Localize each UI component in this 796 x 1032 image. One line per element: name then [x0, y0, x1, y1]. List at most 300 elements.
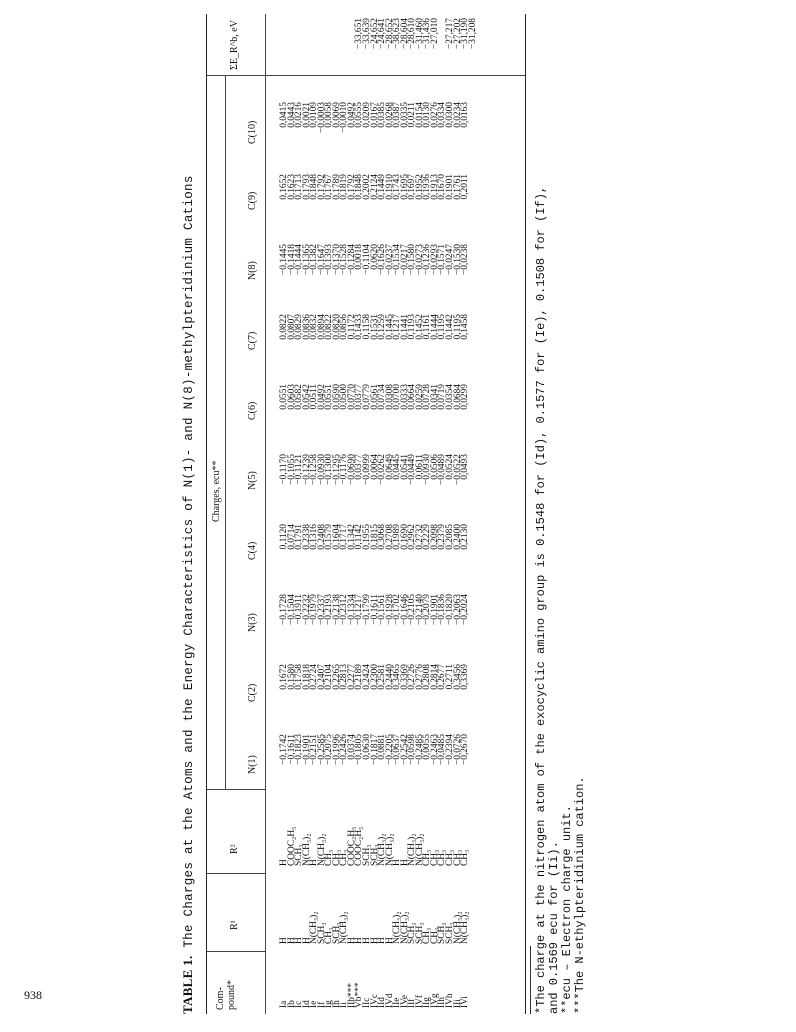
header-energy: ΣE_R^b, eV — [229, 20, 240, 70]
table-cell-n1: −0,1742 — [279, 734, 289, 766]
table-cell-n1: −0,0485 — [437, 734, 448, 766]
table-cell-r2: COOC₂H₅ — [346, 826, 357, 866]
table-cell-n8: −0,1236 — [422, 244, 433, 276]
table-cell-c9: 0,1670 — [437, 174, 448, 200]
table-cell-c10: 0,0130 — [422, 102, 433, 128]
table-cell-n1: −0,1901 — [301, 734, 312, 766]
table-cell-c9: 0,1848 — [309, 174, 320, 200]
table-cell-c9: 0,1901 — [445, 174, 456, 200]
footnote-ethyl: ***The N-ethylpteridinium cation. — [573, 776, 587, 1014]
table-cell-r1: H — [384, 937, 395, 944]
table-cell-c10: 0,0276 — [429, 102, 440, 128]
table-cell-r1: H — [294, 937, 305, 944]
table-cell-compound: If — [316, 1001, 327, 1008]
table-cell-e: −28,652 — [384, 18, 395, 50]
table-cell-n3: −0,1979 — [309, 594, 320, 626]
table-cell-n8: −0,0237 — [384, 244, 395, 276]
table-cell-r1: N(CH₃)₂ — [452, 911, 463, 944]
table-cell-n3: −0,1901 — [429, 594, 440, 626]
table-cell-e: −31,208 — [467, 18, 478, 50]
table-cell-e: −33,651 — [354, 18, 365, 50]
table-cell-r2: SCH₃ — [294, 844, 305, 866]
column-c6 — [281, 384, 477, 438]
table-cell-n3: −0,2312 — [339, 594, 350, 626]
table-cell-c6: 0,0719 — [437, 384, 448, 410]
table-cell-n1: −0,0726 — [452, 734, 463, 766]
table-cell-n8: −0,0238 — [460, 244, 471, 276]
table-cell-n3: −0,1504 — [286, 594, 297, 626]
table-cell-c7: 0,0807 — [286, 314, 297, 340]
table-cell-r2 — [470, 794, 478, 866]
table-cell-c10: 0,0167 — [369, 102, 380, 128]
table-cell-c6: 0,0684 — [452, 384, 463, 410]
table-cell-r1: CH₃ — [324, 927, 335, 944]
table-cell-compound: IVc — [369, 993, 380, 1008]
table-cell-c2: 0,2726 — [407, 664, 418, 690]
table-cell-c2: 0,2813 — [339, 664, 350, 690]
table-cell-compound: Ii — [339, 1002, 350, 1008]
table-cell-n3: −0,2079 — [422, 594, 433, 626]
header-c7: C(7) — [247, 331, 258, 350]
table-cell-c10: 0,0335 — [399, 102, 410, 128]
table-cell-r2: CH₃ — [452, 849, 463, 866]
table-cell-compound: IIf — [407, 998, 418, 1008]
column-c9 — [281, 174, 477, 228]
table-cell-compound: Ih — [331, 1000, 342, 1008]
table-cell-r1: SCH₃ — [445, 922, 456, 944]
table-cell-c6: 0,0728 — [422, 384, 433, 410]
header-charges: Charges, ecu** — [211, 460, 222, 522]
table-cell-n5: −0,1295 — [331, 454, 342, 486]
table-cell-c7: 0,1158 — [362, 314, 373, 340]
table-cell-r1: H — [369, 937, 380, 944]
table-cell-n3: −0,1334 — [346, 594, 357, 626]
table-cell-c9: 0,1792 — [316, 174, 327, 200]
table-cell-r1: H — [362, 937, 373, 944]
table-cell-r2: N(CH₃)₂ — [377, 833, 388, 866]
table-cell-n5: −0,0489 — [437, 454, 448, 486]
table-cell-c4: 0,2962 — [407, 524, 418, 550]
table-cell-r1 — [470, 878, 478, 944]
table-cell-n5: 0,0377 — [354, 454, 365, 480]
table-cell-n8: −0,1370 — [331, 244, 342, 276]
table-cell-c9: 0,1913 — [429, 174, 440, 200]
table-cell-r1: H — [346, 937, 357, 944]
header-n1: N(1) — [247, 755, 258, 774]
table-cell-c2: 0,2581 — [377, 664, 388, 690]
table-cell-c7: 0,0829 — [294, 314, 305, 340]
table-cell-n5: 0,0541 — [399, 454, 410, 480]
table-cell-n3: −0,2063 — [452, 594, 463, 626]
table-cell-c2: 0,2407 — [316, 664, 327, 690]
column-c4 — [281, 524, 477, 578]
table-cell-c6: 0,0542 — [301, 384, 312, 410]
table-cell-n1: −0,2151 — [309, 734, 320, 766]
column-r1 — [281, 878, 477, 944]
column-r2 — [281, 794, 477, 866]
table-cell-n1: −0,0598 — [407, 734, 418, 766]
table-cell-r2: H — [309, 859, 320, 866]
table-cell-n5: −0,0262 — [377, 454, 388, 486]
table-cell-c9: 0,1695 — [399, 174, 410, 200]
table-cell-c2: 0,3369 — [460, 664, 471, 690]
table-cell-e — [341, 18, 349, 74]
table-cell-e: −31,190 — [460, 18, 471, 50]
table-cell-c9: 0,1743 — [392, 174, 403, 200]
table-cell-n1: −0,2542 — [399, 734, 410, 766]
table-cell-c2: 0,2440 — [384, 664, 395, 690]
table-cell-c4: 0,3068 — [377, 524, 388, 550]
table-cell-c6: 0,0341 — [429, 384, 440, 410]
table-cell-r1: SCH₃ — [414, 922, 425, 944]
table-cell-n5: 0,0064 — [369, 454, 380, 480]
table-cell-r1: H — [279, 937, 289, 944]
table-cell-r2: SCH₃ — [369, 844, 380, 866]
table-cell-n1: 0,0881 — [377, 734, 388, 760]
table-cell-c2: 0,3465 — [392, 664, 403, 690]
table-cell-n3: −0,1702 — [392, 594, 403, 626]
table-cell-c7: 0,1445 — [384, 314, 395, 340]
table-cell-compound: Ib — [286, 1000, 297, 1008]
table-cell-e: −24,641 — [377, 18, 388, 50]
header-n8: N(8) — [247, 261, 258, 280]
table-cell-c6: 0,0664 — [407, 384, 418, 410]
table-cell-c7: 0,0822 — [279, 314, 289, 340]
table-cell-c2 — [470, 664, 478, 718]
table-cell-compound: IVf — [414, 994, 425, 1008]
table-cell-c10: 0,0211 — [407, 102, 418, 128]
table-cell-c9: 0,1789 — [331, 174, 342, 200]
table-cell-n3 — [470, 594, 478, 648]
table-cell-n8: 0,0620 — [369, 244, 380, 270]
table-cell-c7: 0,1195 — [452, 314, 463, 340]
table-cell-c6: 0,0308 — [384, 384, 395, 410]
table-cell-c4: 0,2098 — [429, 524, 440, 550]
header-compound: Com-pound* — [215, 980, 237, 1010]
table-cell-e — [326, 18, 334, 74]
column-n1 — [281, 734, 477, 788]
footnote-ecu: **ecu – Electron charge unit. — [560, 805, 574, 1014]
table-cell-n5: −0,0690 — [346, 454, 357, 486]
table-cell-r2: CH₃ — [460, 849, 471, 866]
table-cell-n3: −0,1911 — [294, 594, 305, 625]
table-cell-n1: −0,2485 — [414, 734, 425, 766]
table-cell-n1: −0,2585 — [316, 734, 327, 766]
footnote-rule — [530, 946, 531, 1014]
rotated-table-page — [180, 14, 740, 1014]
table-cell-r1: N(CH₃)₂ — [392, 911, 403, 944]
table-cell-c9: 0,1713 — [294, 174, 305, 200]
table-cell-compound: IVd — [384, 993, 395, 1008]
table-cell-c4: 0,2379 — [437, 524, 448, 550]
table-cell-compound: IIi — [452, 999, 463, 1008]
table-cell-e: −28,610 — [407, 18, 418, 50]
table-cell-compound: IIc — [362, 997, 373, 1008]
table-cell-n1: −0,1823 — [294, 734, 305, 766]
header-c2: C(2) — [247, 683, 258, 702]
table-cell-r1: N(CH₃)₂ — [399, 911, 410, 944]
column-divider — [207, 789, 265, 790]
table-cell-e: −33,639 — [362, 18, 373, 50]
table-cell-n8: −0,1534 — [392, 244, 403, 276]
table-cell-c6: 0,0590 — [331, 384, 342, 410]
table-cell-n8: −0,0273 — [414, 244, 425, 276]
table-cell-c7: 0,1193 — [407, 314, 418, 340]
table-cell-c10: 0,0163 — [460, 102, 471, 128]
table-cell-c10: −0,0010 — [339, 102, 350, 134]
table-cell-e — [304, 18, 312, 74]
table-cell-compound: IVe — [399, 994, 410, 1008]
table-cell-n3: −0,1611 — [369, 594, 380, 625]
table-cell-c4: 0,1690 — [399, 524, 410, 550]
table-cell-c7: 0,1531 — [369, 314, 380, 340]
table-cell-n1: −0,1817 — [369, 734, 380, 766]
table-cell-compound: IVh — [445, 993, 456, 1008]
table-caption — [180, 14, 202, 1014]
table-cell-c4: 0,1316 — [309, 524, 320, 550]
table-cell-n8: −0,1393 — [324, 244, 335, 276]
table-cell-c7: 0,1161 — [422, 314, 433, 340]
table-cell-n3: −0,1799 — [362, 594, 373, 626]
table-cell-e: −24,652 — [369, 18, 380, 50]
table-cell-n8: −0,1626 — [377, 244, 388, 276]
table-cell-n3: −0,1646 — [399, 594, 410, 626]
table-cell-c4: 0,1142 — [354, 524, 365, 550]
table-cell-c4: 0,0714 — [286, 524, 297, 550]
table-cell-c10: 0,0387 — [392, 102, 403, 128]
table-cell-c2: 0,2277 — [346, 664, 357, 690]
table-cell-n5: 0,0493 — [460, 454, 471, 480]
table-cell-c7: 0,1458 — [460, 314, 471, 340]
table-cell-n1: 0,0055 — [422, 734, 433, 760]
table-cell-c6: 0,0299 — [460, 384, 471, 410]
table-cell-r2: CH₃ — [422, 849, 433, 866]
header-c10: C(10) — [247, 120, 258, 144]
table-cell-n5: −0,0999 — [362, 454, 373, 486]
table-cell-r2: N(CH₃)₂ — [316, 833, 327, 866]
table-cell-c9: 0,1910 — [384, 174, 395, 200]
table-cell-e: −31,436 — [422, 18, 433, 50]
table-cell-c4: 0,1791 — [294, 524, 305, 550]
table-cell-r2: N(CH₃)₂ — [414, 833, 425, 866]
table-cell-n1: −0,1996 — [331, 734, 342, 766]
data-table — [206, 14, 526, 1014]
table-cell-c2: 0,2776 — [414, 664, 425, 690]
table-cell-n1 — [470, 734, 478, 788]
table-cell-c9: 0,1793 — [301, 174, 312, 200]
table-cell-n3: −0,1561 — [377, 594, 388, 626]
table-cell-c4: 0,2732 — [414, 524, 425, 550]
table-cell-c2: 0,2677 — [437, 664, 448, 690]
table-cell-c9: 0,1697 — [407, 174, 418, 200]
header-rule-charges — [225, 76, 226, 790]
table-cell-n5: −0,1300 — [324, 454, 335, 486]
table-cell-c7: 0,0832 — [309, 314, 320, 340]
table-cell-n5: −0,1258 — [309, 454, 320, 486]
footnotes — [528, 14, 587, 1014]
table-cell-c2: 0,3369 — [399, 664, 410, 690]
table-cell-c4: 0,2708 — [384, 524, 395, 550]
table-cell-c4: 0,1989 — [392, 524, 403, 550]
table-cell-compound: Vb*** — [354, 982, 365, 1008]
table-cell-c6: 0,0354 — [445, 384, 456, 410]
table-cell-n5: 0,0649 — [384, 454, 395, 480]
table-cell-c6: 0,0551 — [279, 384, 289, 410]
table-cell-c6: 0,0561 — [369, 384, 380, 410]
table-cell-n3: −0,1728 — [279, 594, 289, 626]
table-cell-compound: IIe — [392, 997, 403, 1008]
column-n8 — [281, 244, 477, 298]
column-c10 — [281, 102, 477, 158]
table-cell-c6: 0,0377 — [354, 384, 365, 410]
page-number: 938 — [24, 988, 42, 1002]
table-cell-r2: CH₃ — [445, 849, 456, 866]
table-cell-e: −31,460 — [414, 18, 425, 50]
table-cell-n8: −0,1445 — [279, 244, 289, 276]
table-cell-c6: 0,0500 — [339, 384, 350, 410]
header-r1: R¹ — [229, 920, 240, 930]
table-cell-c2: 0,2104 — [324, 664, 335, 690]
table-cell-n8: −0,1571 — [437, 244, 448, 276]
table-cell-c10: 0,0385 — [377, 102, 388, 128]
table-cell-r2: H — [279, 859, 289, 866]
table-cell-r1: H — [301, 937, 312, 944]
table-cell-c10: 0,0492 — [346, 102, 357, 128]
table-cell-c2: 0,2300 — [369, 664, 380, 690]
table-cell-n5: −0,0930 — [422, 454, 433, 486]
table-cell-c10 — [470, 102, 478, 158]
table-cell-c10: −0,0003 — [316, 102, 327, 134]
table-cell-e — [289, 18, 297, 74]
table-cell-c9: 0,1623 — [286, 174, 297, 200]
table-cell-c4: 0,2130 — [460, 524, 471, 550]
table-cell-e: −27,217 — [445, 18, 456, 50]
table-cell-c10: 0,0443 — [286, 102, 297, 128]
table-cell-e: −27,010 — [429, 18, 440, 50]
table-cell-c6: 0,0259 — [414, 384, 425, 410]
table-cell-c2: 0,2711 — [445, 664, 456, 690]
table-cell-n3: −0,2140 — [414, 594, 425, 626]
table-cell-c7: 0,0836 — [301, 314, 312, 340]
table-cell-c4: 0,2408 — [316, 524, 327, 550]
table-cell-n8: −0,1580 — [407, 244, 418, 276]
table-cell-compound: Ic — [294, 1000, 305, 1008]
table-cell-n1: 0,0374 — [346, 734, 357, 760]
table-cell-n3: −0,2024 — [460, 594, 471, 626]
table-cell-r1: SCH₃ — [407, 922, 418, 944]
table-cell-c10: 0,0216 — [294, 102, 305, 128]
table-cell-c6 — [470, 384, 478, 438]
table-cell-r1: N(CH₃)₂ — [460, 911, 471, 944]
header-r2: R² — [229, 844, 240, 854]
table-cell-n3: −0,1217 — [354, 594, 365, 626]
column-energy — [281, 18, 477, 74]
table-title: The Charges at the Atoms and the Energy Characteristics of N(1)- and N(8)-methylpteridinium Cations — [182, 175, 196, 948]
table-cell-e: −28,604 — [399, 18, 410, 50]
table-cell-r1: CH₃ — [422, 927, 433, 944]
table-cell-c9: 0,1761 — [452, 174, 463, 200]
table-cell-c4: 0,1955 — [362, 524, 373, 550]
table-cell-c9: 0,2124 — [369, 174, 380, 200]
table-cell-e — [296, 18, 304, 74]
table-cell-compound: IIg — [422, 997, 433, 1008]
header-n3: N(3) — [247, 613, 258, 632]
table-cell-c2: 0,2424 — [362, 664, 373, 690]
table-cell-compound — [470, 954, 478, 1008]
table-cell-c7: 0,0822 — [324, 314, 335, 340]
table-cell-c2: 0,3456 — [452, 664, 463, 690]
table-cell-n3: −0,2337 — [316, 594, 327, 626]
table-cell-c7: 0,0820 — [331, 314, 342, 340]
table-cell-n1: −0,2670 — [460, 734, 471, 766]
table-cell-c4: 0,2085 — [445, 524, 456, 550]
table-cell-c2: 0,1818 — [301, 664, 312, 690]
table-cell-c10: 0,0234 — [452, 102, 463, 128]
table-cell-e: −27,202 — [452, 18, 463, 50]
table-cell-c7: 0,1433 — [354, 314, 365, 340]
table-cell-n1: −0,2426 — [339, 734, 350, 766]
table-cell-r1: SCH₃ — [437, 922, 448, 944]
table-cell-r1: N(CH₃)₂ — [309, 911, 320, 944]
table-cell-compound: IIb*** — [346, 983, 357, 1008]
table-cell-n1: −0,2075 — [324, 734, 335, 766]
table-cell-c7: 0,1452 — [414, 314, 425, 340]
header-c4: C(4) — [247, 541, 258, 560]
table-cell-n8: −0,1444 — [294, 244, 305, 276]
table-cell-n3: −0,1836 — [437, 594, 448, 626]
table-cell-n1: −0,1611 — [286, 734, 297, 765]
table-cell-c9: 0,1952 — [414, 174, 425, 200]
table-cell-c10: 0,0209 — [362, 102, 373, 128]
table-cell-n5: −0,1239 — [301, 454, 312, 486]
table-cell-r1: H — [286, 937, 297, 944]
header-c6: C(6) — [247, 401, 258, 420]
table-cell-c10: 0,0334 — [437, 102, 448, 128]
footnote-charge: *The charge at the nitrogen atom of the exocyclic amino group is 0.1548 for (Id), 0.1577 for (Ie), 0.1508 for (If), — [534, 185, 548, 1014]
table-cell-c10: 0,0415 — [279, 102, 289, 128]
table-cell-c6: 0,0770 — [346, 384, 357, 410]
table-cell-n8: −0,1530 — [452, 244, 463, 276]
footnote-charge-cont: and 0.1569 ecu for (Ii). — [547, 841, 561, 1014]
table-cell-n5: −0,0449 — [407, 454, 418, 486]
table-cell-n5: −0,1055 — [286, 454, 297, 486]
table-cell-c7: 0,1259 — [377, 314, 388, 340]
table-cell-c2: 0,1580 — [286, 664, 297, 690]
table-cell-compound: Ie — [309, 1000, 320, 1008]
table-cell-n1: −0,0637 — [392, 734, 403, 766]
table-cell-n5: 0,0445 — [392, 454, 403, 480]
table-cell-c7: 0,1444 — [429, 314, 440, 340]
table-cell-n3: −0,2138 — [331, 594, 342, 626]
table-cell-r2: CH₃ — [339, 849, 350, 866]
table-cell-n3: −0,1820 — [445, 594, 456, 626]
column-divider — [207, 951, 265, 952]
table-cell-n5: −0,1176 — [339, 454, 350, 485]
column-n3 — [281, 594, 477, 648]
table-cell-c4: 0,2229 — [422, 524, 433, 550]
table-cell-r1: H — [377, 937, 388, 944]
table-cell-c6: 0,0700 — [392, 384, 403, 410]
table-cell-n5: −0,1121 — [294, 454, 305, 485]
table-cell-compound: Ia — [279, 1000, 289, 1008]
table-cell-n3: −0,2232 — [301, 594, 312, 626]
table-cell-n8: 0,0018 — [354, 244, 365, 270]
table-cell-n3: −0,2105 — [407, 594, 418, 626]
table-cell-c2: 0,2814 — [429, 664, 440, 690]
table-cell-c10: 0,0058 — [324, 102, 335, 128]
table-cell-c2: 0,1672 — [279, 664, 289, 690]
table-cell-r2: CH₃ — [437, 849, 448, 866]
